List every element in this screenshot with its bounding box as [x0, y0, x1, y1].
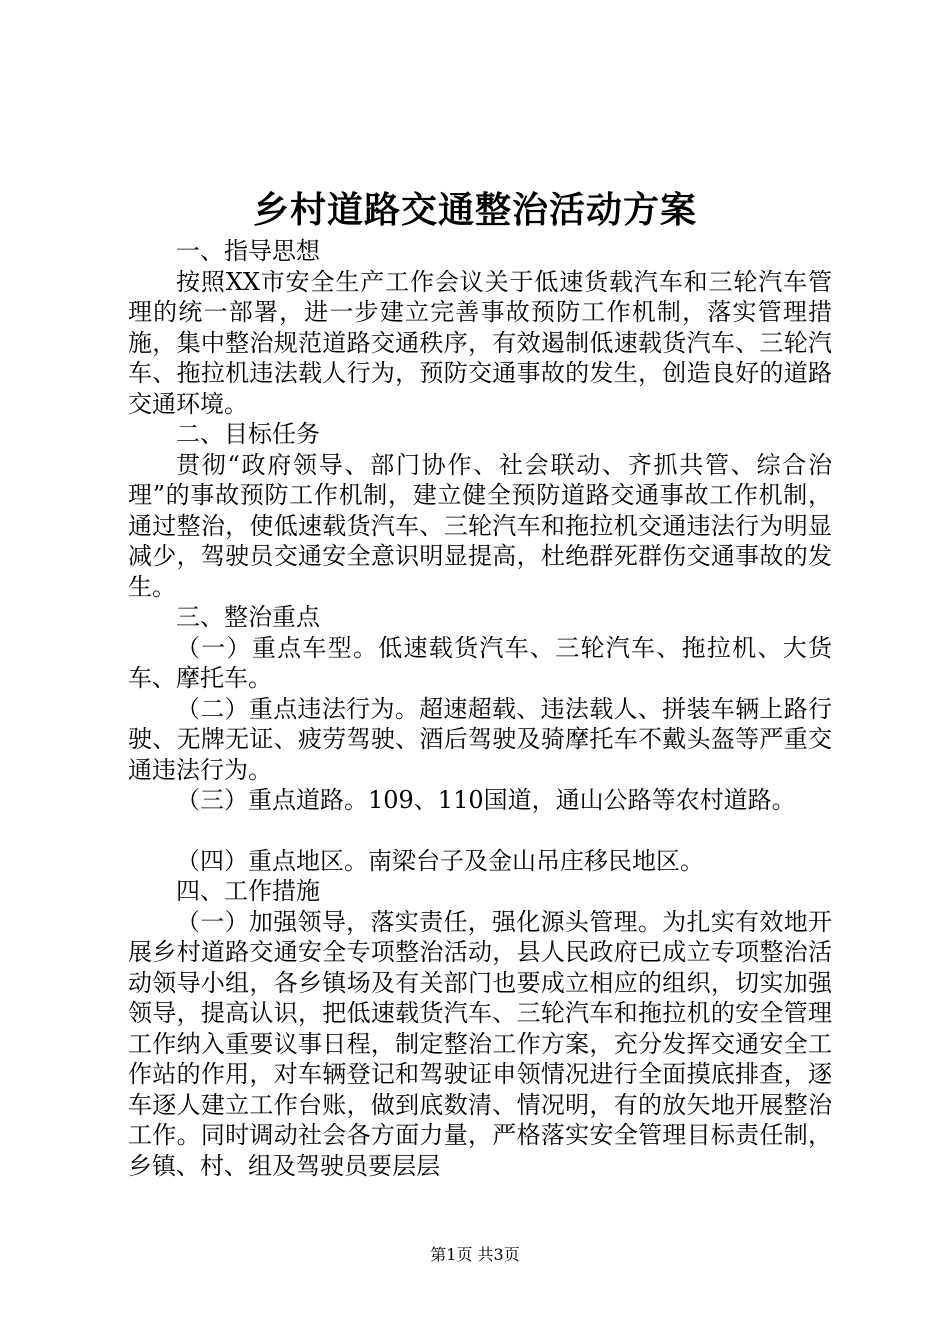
document-body — [128, 236, 832, 1181]
paragraph: （三）重点道路。109、110国道，通山公路等农村道路。 — [176, 786, 796, 814]
paragraph: （一）加强领导，落实责任，强化源头管理。为扎实有效地开展乡村道路交通安全专项整治活动，县人民政府已成立专项整治活动领导小组，各乡镇场及有关部门也要成立相应的组织，切实加强领导，提高认识，把低速载货汽车、三轮汽车和拖拉机的安全管理工作纳入重要议事日程，制定整治工作方案，充分发挥交通安全工作站的作用，对车辆登记和驾驶证申领情况进行全面摸底排查，逐车逐人建立工作台账，做到底数清、情况明，有的放矢地开展整治工作。同时调动社会各方面力量，严格落实安全管理目标责任制，乡镇、村、组及驾驶员要层层 — [128, 907, 832, 1180]
paragraph: （二）重点违法行为。超速超载、违法载人、拼装车辆上路行驶、无牌无证、疲劳驾驶、酒后驾驶及骑摩托车不戴头盔等严重交通违法行为。 — [128, 694, 832, 784]
paragraph: 贯彻“政府领导、部门协作、社会联动、齐抓共管、综合治理”的事故预防工作机制，建立健全预防道路交通事故工作机制，通过整治，使低速载货汽车、三轮汽车和拖拉机交通违法行为明显减少，驾驶员交通安全意识明显提高，杜绝群死群伤交通事故的发生。 — [128, 450, 832, 601]
section-heading-objectives: 二、目标任务 — [176, 420, 320, 448]
section-heading-key-points: 三、整治重点 — [176, 603, 320, 631]
section-heading-measures: 四、工作措施 — [176, 877, 320, 905]
page-number: 第1页 共3页 — [430, 1245, 520, 1264]
paragraph: （四）重点地区。南梁台子及金山吊庄移民地区。 — [176, 846, 704, 875]
paragraph: 按照XX市安全生产工作会议关于低速货载汽车和三轮汽车管理的统一部署，进一步建立完善事故预防工作机制，落实管理措施，集中整治规范道路交通秩序，有效遏制低速载货汽车、三轮汽车、拖拉机违法载人行为，预防交通事故的发生，创造良好的道路交通环境。 — [128, 267, 832, 418]
section-heading-guiding-ideology: 一、指导思想 — [176, 237, 320, 265]
paragraph: （一）重点车型。低速载货汽车、三轮汽车、拖拉机、大货车、摩托车。 — [128, 633, 832, 692]
document-title: 乡村道路交通整治活动方案 — [252, 189, 697, 231]
